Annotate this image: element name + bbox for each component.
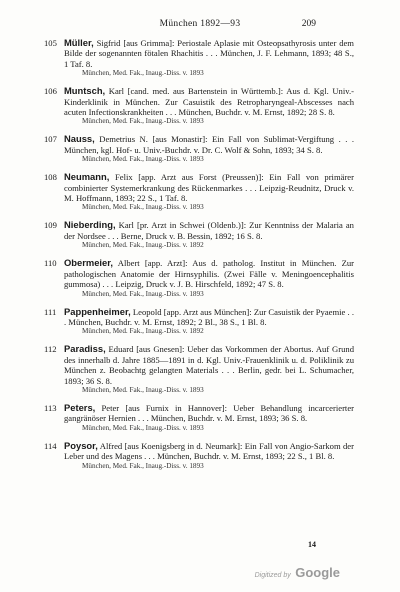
entry-body: [64, 220, 354, 241]
google-watermark: [255, 564, 340, 582]
entry-institution: München, Med. Fak., Inaug.-Diss. v. 1892: [82, 327, 204, 336]
list-item: [44, 344, 354, 395]
google-logo: Google: [295, 565, 340, 580]
entry-text: Eduard [aus Gnesen]: Ueber das Vorkommen der Abortus. Auf Grund des innerhalb d. Jahre 1885—1891 in d. Kgl. Univ.-Frauenklinik u. d. Poliklinik zu München z. Beobachtg gelangten Materials . . . Berlin, gedr. bei L. Schumacher, 1893; 36 S. 8.: [64, 344, 354, 386]
entry-author: Peters,: [64, 401, 96, 413]
entry-number: 110: [44, 258, 57, 269]
entry-body: [64, 403, 354, 424]
entry-institution: München, Med. Fak., Inaug.-Diss. v. 1893: [82, 385, 204, 394]
list-item: [44, 307, 354, 337]
entry-body: [64, 134, 354, 155]
entry-text: Sigfrid [aus Grimma]: Periostale Aplasie mit Osteopsathyrosis unter dem Bilde der sogenannten fötalen Rhachitis . . . München, J. F. Lehmann, 1893; 48 S., 1 Taf. 8.: [64, 38, 354, 69]
entry-author: Müller,: [64, 37, 94, 48]
entry-text: Karl [pr. Arzt in Schwei (Oldenb.)]: Zur Kenntniss der Malaria an der Nordsee . . . Berne, Druck v. B. Bessin, 1892; 16 S. 8.: [64, 220, 354, 241]
entry-body: [64, 38, 354, 69]
entry-institution: München, Med. Fak., Inaug.-Diss. v. 1893: [82, 289, 204, 298]
entry-author: Muntsch,: [64, 85, 106, 97]
entry-author: Poysor,: [64, 439, 98, 451]
entry-author: Neumann,: [64, 171, 110, 183]
list-item: [44, 403, 354, 433]
list-item: [44, 172, 354, 212]
entry-body: [64, 172, 354, 203]
entry-text: Peter [aus Furnix in Hannover]: Ueber Behandlung incarcerierter gangränöser Hernien . . . München, Buchdr. v. M. Ernst, 1893; 36 S. 8.: [64, 402, 354, 424]
entry-institution: München, Med. Fak., Inaug.-Diss. v. 1893: [82, 203, 204, 212]
entry-number: 106: [44, 86, 57, 97]
entry-list: [44, 38, 354, 479]
entry-number: 108: [44, 172, 57, 183]
entry-text: Karl [cand. med. aus Bartenstein in Württemb.]: Aus d. Kgl. Univ.-Kinderklinik in München. Zur Casuistik des Retropharyngeal-Abscesses nach acuten Infectionskrankheiten . . . München, Buchdr. v. M. Ernst, 1892; 28 S. 8.: [64, 86, 354, 118]
page-number: 209: [301, 19, 316, 29]
entry-body: [64, 344, 354, 386]
entry-text: Demetrius N. [aus Monastir]: Ein Fall von Sublimat-Vergiftung . . . München, kgl. Hof- u. Univ.-Buchdr. v. Dr. C. Wolf & Sohn, 1893; 34 S. 8.: [64, 134, 354, 155]
entry-text: Felix [app. Arzt aus Forst (Preussen)]: Ein Fall von primärer combinierter Systemerkrankung des Rückenmarkes . . . Leipzig-Reudnitz, Druck v. M. Hoffmann, 1893; 22 S., 1 Taf. 8.: [64, 172, 354, 204]
entry-number: 114: [44, 440, 57, 451]
list-item: [44, 258, 354, 298]
list-item: [44, 220, 354, 250]
entry-institution: München, Med. Fak., Inaug.-Diss. v. 1893: [82, 69, 204, 78]
entry-author: Obermeier,: [64, 257, 113, 269]
entry-institution: München, Med. Fak., Inaug.-Diss. v. 1893: [82, 461, 204, 470]
entry-institution: München, Med. Fak., Inaug.-Diss. v. 1892: [82, 241, 204, 250]
entry-author: Nauss,: [64, 133, 95, 145]
list-item: [44, 134, 354, 164]
list-item: [44, 86, 354, 126]
entry-text: Alfred [aus Koenigsberg in d. Neumark]: Ein Fall von Angio-Sarkom der Leber und des Magens . . . München, Buchdr. v. M. Ernst, 1893; 22 S., 1 Bl. 8.: [64, 440, 354, 462]
entry-author: Paradiss,: [64, 343, 106, 355]
list-item: [44, 441, 354, 471]
entry-number: 113: [44, 402, 57, 413]
entry-body: [64, 258, 354, 289]
entry-text: Albert [app. Arzt]: Aus d. patholog. Institut in München. Zur pathologischen Anatomie der Hirnsyphilis. (Zwei Fälle v. Meningoencephalitis gummosa) . . . Leipzig, Druck v. J. B. Hirschfeld, 1892; 47 S. 8.: [64, 258, 354, 290]
list-item: [44, 38, 354, 78]
entry-number: 107: [44, 134, 57, 145]
entry-author: Nieberding,: [64, 219, 116, 231]
entry-number: 111: [44, 306, 57, 317]
header-title: München 1892—93: [159, 19, 241, 29]
entry-number: 105: [44, 38, 57, 48]
signature-mark: 14: [308, 540, 316, 549]
entry-institution: München, Med. Fak., Inaug.-Diss. v. 1893: [82, 423, 204, 432]
entry-institution: München, Med. Fak., Inaug.-Diss. v. 1893: [82, 117, 204, 126]
watermark-caption: Digitized by: [254, 572, 291, 579]
entry-body: [64, 307, 354, 328]
entry-body: [64, 441, 354, 462]
running-header: [0, 19, 400, 33]
entry-number: 112: [44, 344, 57, 355]
entry-author: Pappenheimer,: [64, 305, 131, 317]
entry-institution: München, Med. Fak., Inaug.-Diss. v. 1893: [82, 155, 204, 164]
entry-body: [64, 86, 354, 117]
entry-text: Leopold [app. Arzt aus München]: Zur Casuistik der Pyaemie . . . München, Buchdr. v. M. Ernst, 1892; 2 Bl., 38 S., 1 Bl. 8.: [64, 306, 354, 327]
entry-number: 109: [44, 220, 57, 231]
